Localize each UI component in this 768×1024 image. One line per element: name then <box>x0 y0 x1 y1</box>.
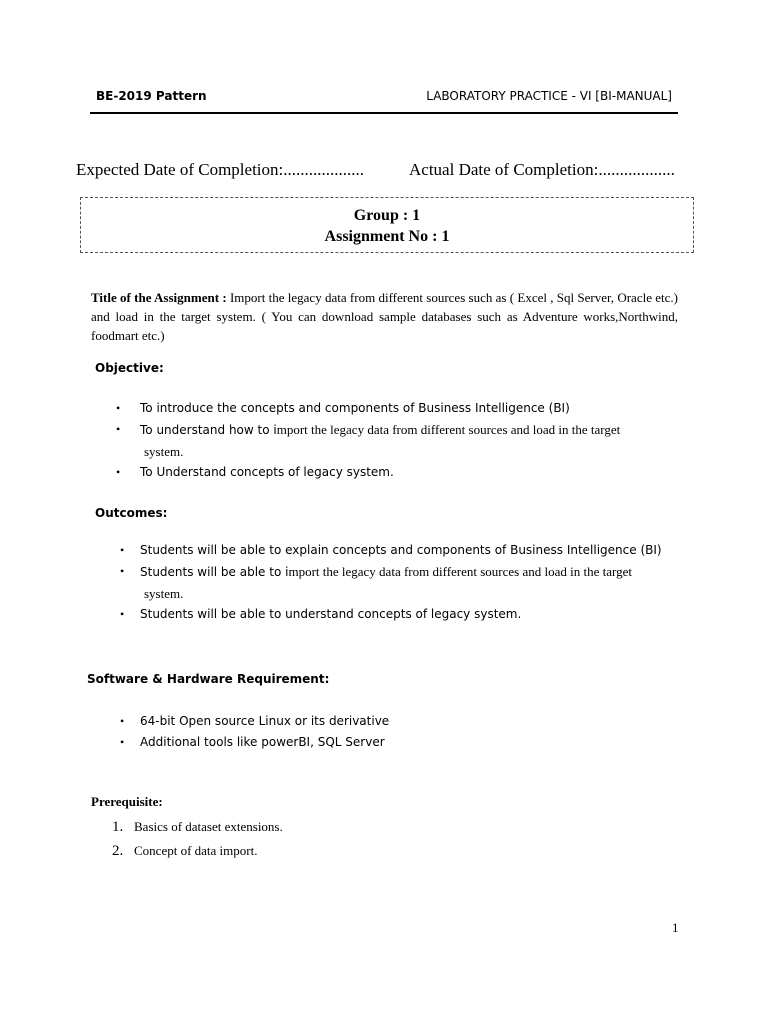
outcomes-heading: Outcomes: <box>95 506 168 520</box>
group-number: Group : 1 <box>353 207 421 224</box>
bullet-icon: • <box>120 714 125 728</box>
list-item <box>112 839 283 863</box>
list-item-text-wrap: system. <box>144 444 184 459</box>
list-item <box>120 561 700 604</box>
actual-date: Actual Date of Completion:.................. <box>409 160 675 179</box>
assignment-number: Assignment No : 1 <box>324 228 450 245</box>
list-item <box>112 815 283 839</box>
list-item <box>116 462 700 483</box>
list-item-text-wrap: system. <box>144 586 184 601</box>
bullet-icon: • <box>116 465 121 479</box>
list-item <box>120 711 680 732</box>
expected-date: Expected Date of Completion:................... <box>76 160 364 179</box>
list-item <box>116 419 700 462</box>
group-assignment-box <box>80 197 694 253</box>
list-item-text: To introduce the concepts and components of Business Intelligence (BI) <box>140 401 570 415</box>
list-item <box>120 540 700 561</box>
bullet-icon: • <box>120 564 125 578</box>
list-item <box>120 732 680 753</box>
list-item-text: Additional tools like powerBI, SQL Server <box>140 735 385 749</box>
list-item-number: 2. <box>112 843 124 859</box>
page-number: 1 <box>672 920 679 935</box>
bullet-icon: • <box>120 735 125 749</box>
list-item <box>120 604 700 625</box>
bullet-icon: • <box>116 422 121 436</box>
prerequisite-heading: Prerequisite: <box>91 794 163 809</box>
list-item-text: Concept of data import. <box>134 843 258 858</box>
requirements-heading: Software & Hardware Requirement: <box>87 672 330 686</box>
prerequisite-list <box>112 815 283 863</box>
list-item-text: 64-bit Open source Linux or its derivative <box>140 714 390 728</box>
header-pattern: BE-2019 Pattern <box>96 89 207 103</box>
list-item-text: Students will be able to explain concepts and components of Business Intelligence (BI) <box>140 543 662 557</box>
outcomes-list <box>120 540 700 625</box>
title-text: Import the legacy data from different sources such as ( Excel , Sql Server, Oracle etc.) and load in the target system. ( You can download sample databases such as Adventure works,Northwind, foodmart etc.) <box>91 290 678 343</box>
list-item-text-cont: mport the legacy data from different sources and load in the target <box>276 422 621 437</box>
page-header <box>96 89 672 107</box>
list-item-text: Students will be able to understand concepts of legacy system. <box>140 607 522 621</box>
title-label: Title of the Assignment : <box>91 290 227 305</box>
bullet-icon: • <box>116 401 121 415</box>
list-item-number: 1. <box>112 819 124 835</box>
objective-list <box>116 398 700 483</box>
header-course-title: LABORATORY PRACTICE - VI [BI-MANUAL] <box>426 89 672 103</box>
list-item-text-cont: mport the legacy data from different sources and load in the target <box>288 564 632 579</box>
requirements-list <box>120 711 680 753</box>
list-item-text: Students will be able to i <box>140 565 289 579</box>
assignment-title <box>91 288 678 345</box>
objective-heading: Objective: <box>95 361 164 375</box>
bullet-icon: • <box>120 607 125 621</box>
list-item-text: Basics of dataset extensions. <box>134 819 283 834</box>
list-item <box>116 398 700 419</box>
list-item-text: To Understand concepts of legacy system. <box>140 465 394 479</box>
bullet-icon: • <box>120 543 125 557</box>
header-rule <box>90 112 678 114</box>
list-item-text: To understand how to i <box>140 423 277 437</box>
